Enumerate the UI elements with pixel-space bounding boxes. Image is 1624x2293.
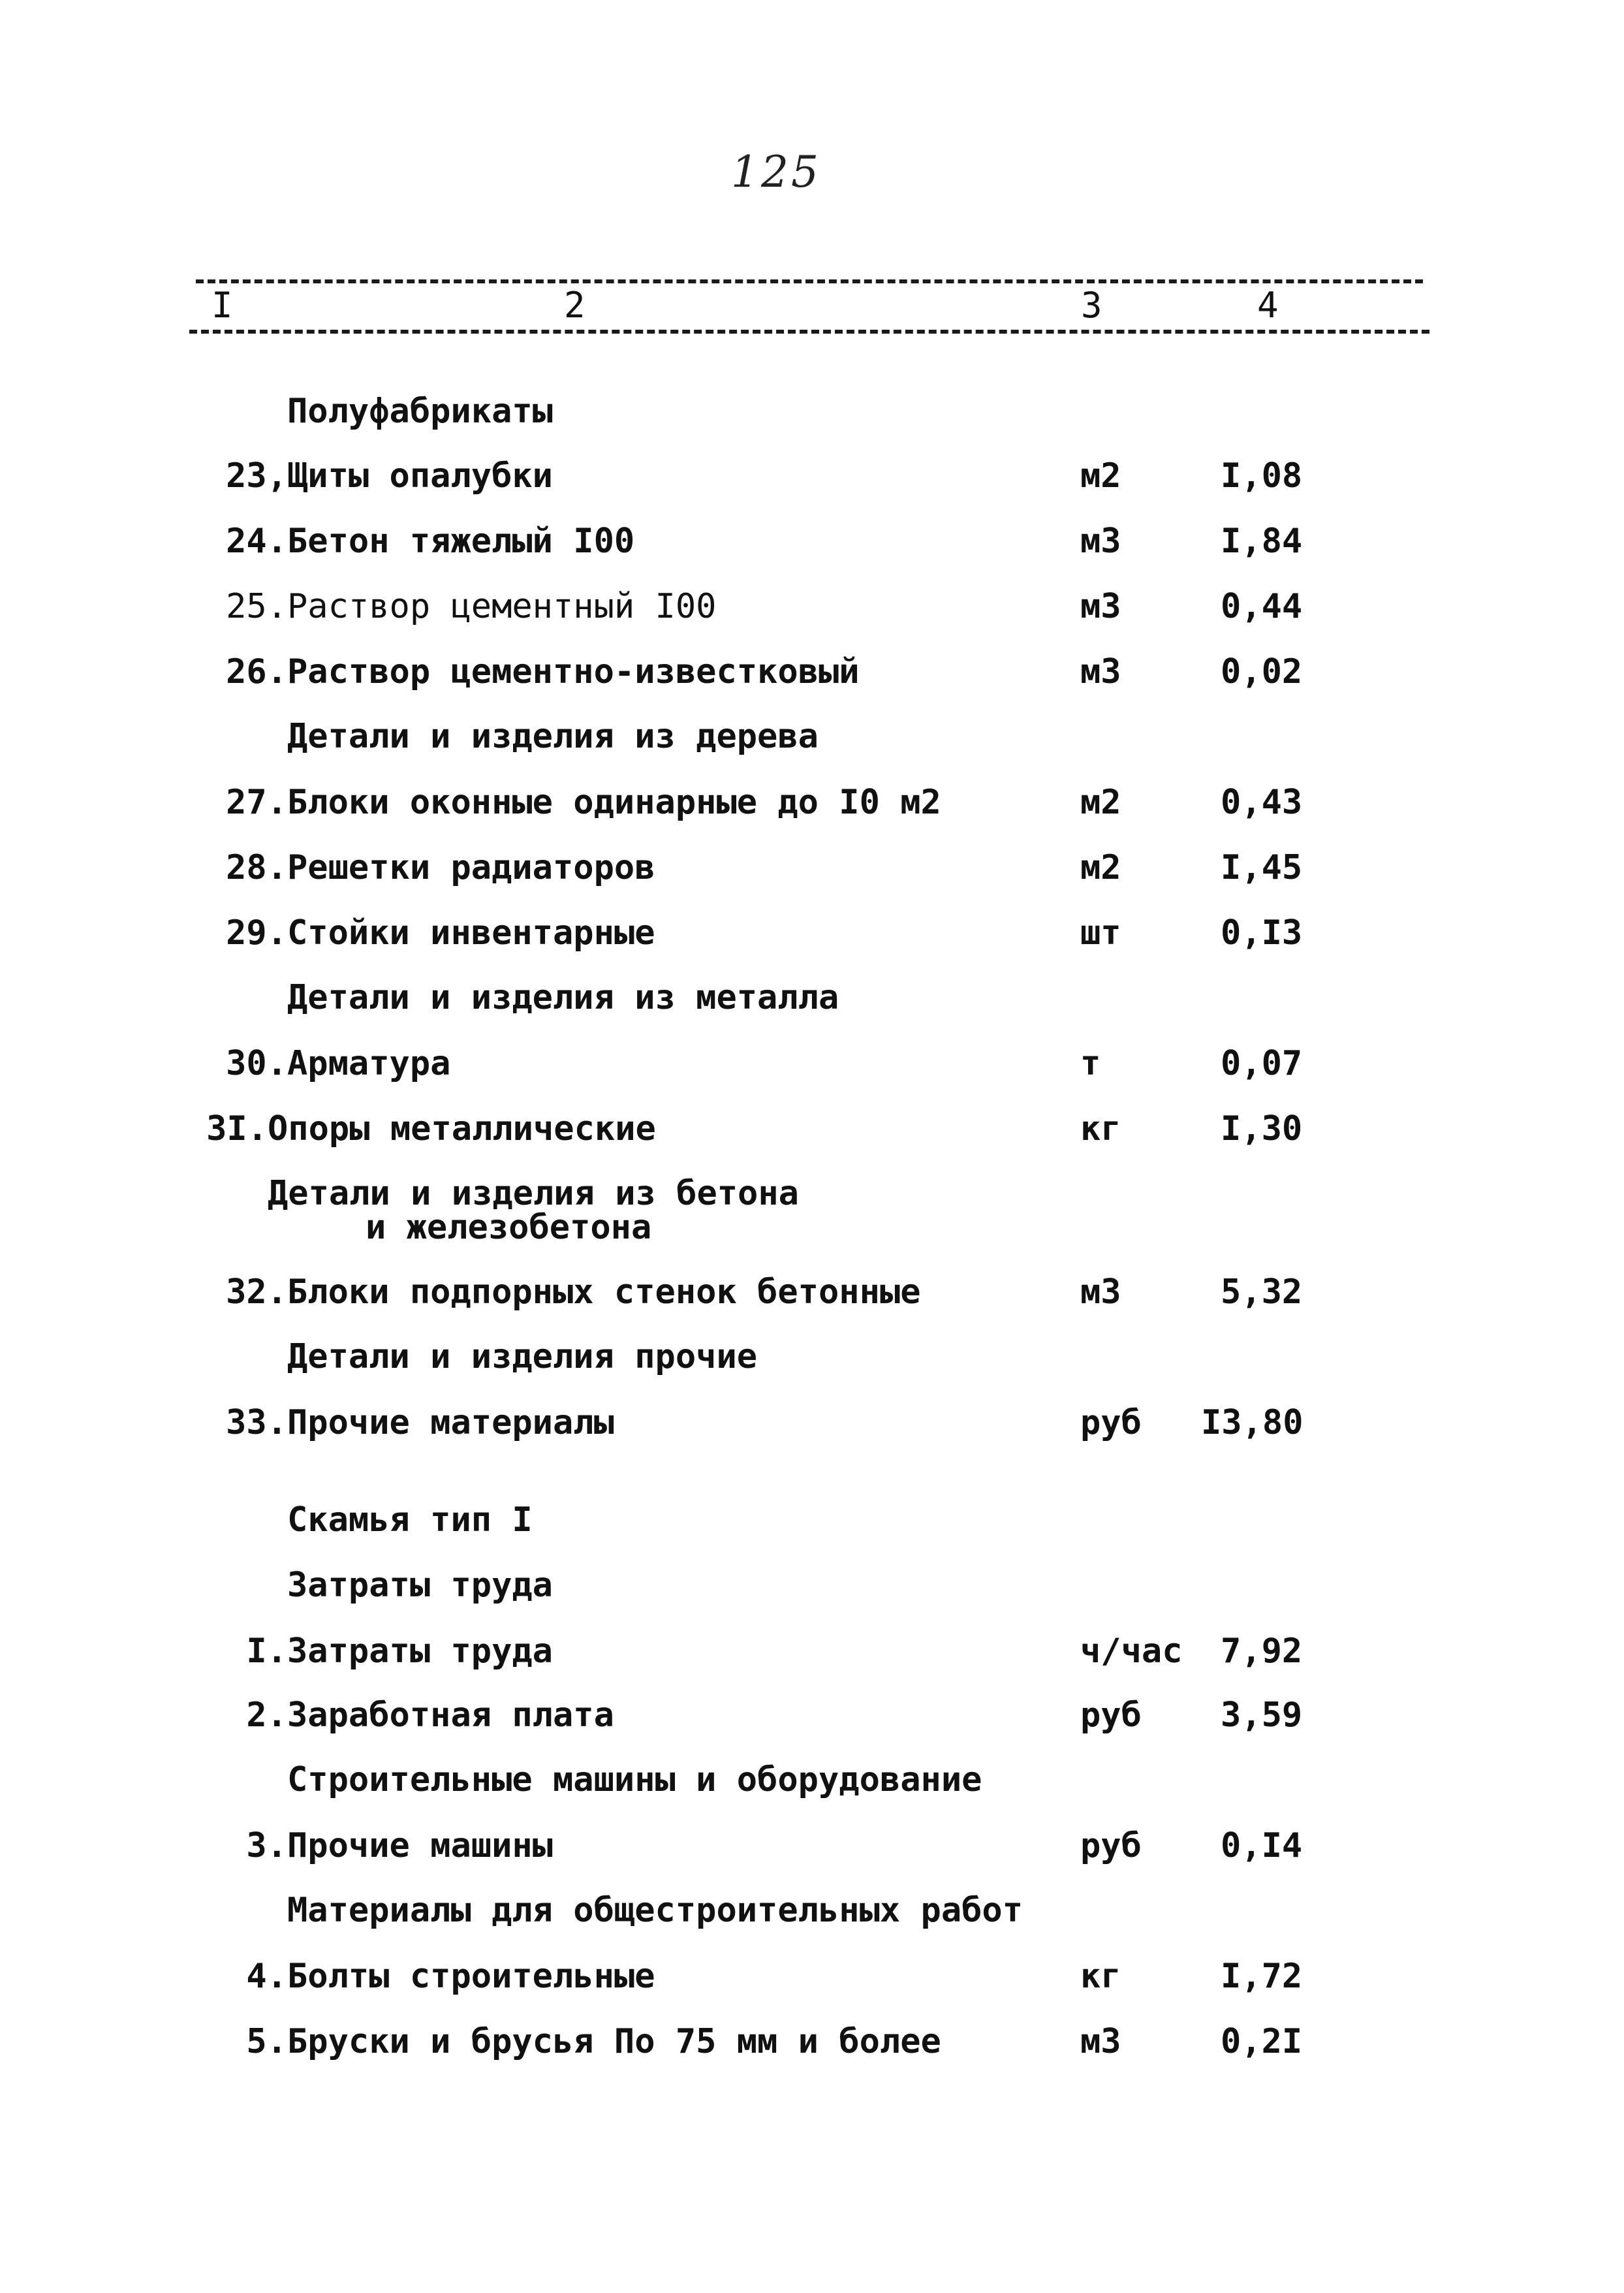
row-name: Блоки оконные одинарные до I0 м2: [287, 783, 941, 822]
row-name: Решетки радиаторов: [287, 848, 655, 887]
row-value: 7,92: [1221, 1632, 1303, 1671]
row-number: 25.: [226, 587, 287, 626]
row-number: 2.: [246, 1696, 287, 1735]
table-row: [0, 1953, 1624, 1999]
row-unit: м2: [1080, 456, 1121, 496]
row-value: 0,43: [1221, 783, 1303, 822]
table-row: [0, 1400, 1624, 1446]
row-number: 27.: [226, 783, 287, 822]
row-value: 3,59: [1221, 1696, 1303, 1735]
table-row: [0, 1823, 1624, 1869]
row-value: 0,I4: [1221, 1826, 1303, 1865]
section-heading: Детали и изделия из металла: [287, 978, 839, 1017]
column-header-4: 4: [1253, 286, 1283, 325]
row-name: Заработная плата: [287, 1696, 614, 1735]
table-row: [0, 910, 1624, 956]
column-header-1: I: [208, 286, 237, 325]
table-row: [0, 1692, 1624, 1738]
row-number: 3.: [246, 1826, 287, 1865]
row-name: Бруски и брусья По 75 мм и более: [287, 2022, 941, 2061]
row-name: Блоки подпорных стенок бетонные: [287, 1273, 921, 1312]
row-unit: м3: [1080, 587, 1121, 626]
row-number: I.: [246, 1632, 287, 1671]
row-unit: м3: [1080, 522, 1121, 561]
section-heading: Материалы для общестроительных работ: [287, 1891, 1023, 1930]
row-number: 28.: [226, 848, 287, 887]
section-heading: Детали и изделия прочие: [287, 1337, 758, 1376]
section-heading: Детали и изделия из дерева: [287, 717, 819, 756]
row-number: 4.: [246, 1957, 287, 1996]
section-heading: Скамья тип I: [287, 1500, 533, 1540]
row-number: 5.: [246, 2022, 287, 2061]
section-heading: Строительные машины и оборудование: [287, 1760, 982, 1799]
table-row: [0, 649, 1624, 695]
row-unit: ч/час: [1080, 1632, 1183, 1671]
row-value: 0,2I: [1221, 2022, 1303, 2061]
row-number: 23,: [226, 456, 287, 496]
row-number: 29.: [226, 913, 287, 953]
row-name: Затраты труда: [287, 1632, 553, 1671]
row-value: 0,02: [1221, 652, 1303, 691]
row-name: Прочие материалы: [287, 1403, 614, 1442]
row-unit: м3: [1080, 2022, 1121, 2061]
row-value: I,30: [1221, 1109, 1303, 1148]
table-row: [0, 584, 1624, 629]
row-name: Щиты опалубки: [287, 456, 553, 496]
row-value: I,72: [1221, 1957, 1303, 1996]
table-row: [0, 1628, 1624, 1674]
row-number: 26.: [226, 652, 287, 691]
row-number: 24.: [226, 522, 287, 561]
row-unit: руб: [1080, 1696, 1142, 1735]
row-value: I,84: [1221, 522, 1303, 561]
column-header-3: 3: [1077, 286, 1106, 325]
row-number: 32.: [226, 1273, 287, 1312]
row-unit: кг: [1080, 1957, 1121, 1996]
row-unit: руб: [1080, 1826, 1142, 1865]
row-value: 0,I3: [1221, 913, 1303, 953]
table-row: [0, 1041, 1624, 1086]
row-name: Раствор цементно-известковый: [287, 652, 860, 691]
page-number: 125: [731, 147, 821, 197]
row-name: Арматура: [287, 1044, 451, 1083]
row-number: 30.: [226, 1044, 287, 1083]
row-name: Болты строительные: [287, 1957, 655, 1996]
section-heading: Полуфабрикаты: [287, 392, 553, 431]
row-unit: т: [1080, 1044, 1101, 1083]
row-value: I3,80: [1201, 1403, 1304, 1442]
row-unit: кг: [1080, 1109, 1121, 1148]
table-row: [0, 1106, 1624, 1152]
column-header-2: 2: [560, 286, 589, 325]
table-row: [0, 1269, 1624, 1315]
row-name: Раствор цементный I00: [287, 587, 717, 626]
row-unit: шт: [1080, 913, 1121, 953]
section-heading-line-1: Детали и изделия из бетона: [268, 1174, 799, 1213]
row-value: I,08: [1221, 456, 1303, 496]
row-number: 33.: [226, 1403, 287, 1442]
section-heading: Затраты труда: [287, 1566, 553, 1605]
row-number: 3I.: [206, 1109, 268, 1148]
row-unit: м3: [1080, 1273, 1121, 1312]
section-heading-multiline: [268, 1174, 799, 1247]
row-value: 5,32: [1221, 1273, 1303, 1312]
table-row: [0, 2019, 1624, 2064]
table-row: [0, 518, 1624, 564]
row-unit: м3: [1080, 652, 1121, 691]
table-row: [0, 453, 1624, 499]
row-name: Опоры металлические: [268, 1109, 656, 1148]
row-name: Прочие машины: [287, 1826, 553, 1865]
row-value: 0,07: [1221, 1044, 1303, 1083]
row-value: 0,44: [1221, 587, 1303, 626]
row-unit: м2: [1080, 783, 1121, 822]
row-unit: м2: [1080, 848, 1121, 887]
table-row: [0, 780, 1624, 825]
row-unit: руб: [1080, 1403, 1142, 1442]
row-name: Бетон тяжелый I00: [287, 522, 635, 561]
table-row: [0, 845, 1624, 891]
row-value: I,45: [1221, 848, 1303, 887]
section-heading-line-2: и железобетона: [366, 1208, 652, 1247]
row-name: Стойки инвентарные: [287, 913, 655, 953]
